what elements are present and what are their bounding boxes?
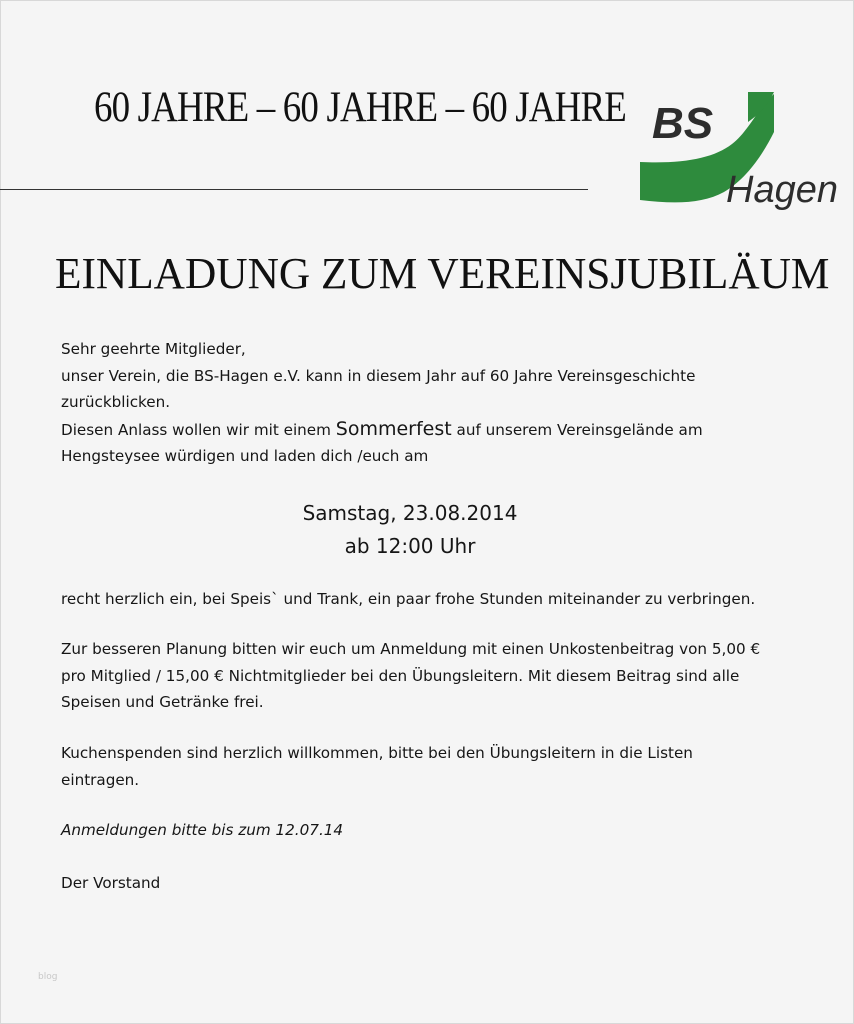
fee-line-1: Zur besseren Planung bitten wir euch um Anmeldung mit einen Unkostenbeitrag von 5,00 € [61, 640, 761, 658]
intro-line-1: unser Verein, die BS-Hagen e.V. kann in diesem Jahr auf 60 Jahre Vereinsgeschichte [61, 366, 696, 385]
occasion-line-2: Hengsteysee würdigen und laden dich /euch am [61, 447, 429, 465]
letter-opening [61, 336, 821, 470]
invite-line: recht herzlich ein, bei Speis` und Trank, ein paar frohe Stunden miteinander zu verbringen. [61, 590, 756, 608]
fee-line-3: Speisen und Getränke frei. [61, 693, 264, 711]
anniversary-banner: 60 JAHRE – 60 JAHRE – 60 JAHRE [94, 84, 627, 131]
deadline-line: Anmeldungen bitte bis zum 12.07.14 [61, 821, 344, 839]
intro-line-2: zurückblicken. [61, 393, 171, 411]
occasion-post: auf unserem Vereinsgelände am [451, 420, 703, 439]
svg-text:Hagen: Hagen [726, 169, 838, 211]
signature-paragraph [61, 870, 831, 897]
header-rule [0, 189, 588, 190]
event-time: ab 12:00 Uhr [344, 534, 476, 558]
event-details [0, 497, 820, 563]
cake-paragraph [61, 740, 831, 793]
signature: Der Vorstand [61, 874, 161, 892]
fee-line-2: pro Mitglied / 15,00 € Nichtmitglieder bei den Übungsleitern. Mit diesem Beitrag sind alle [61, 666, 740, 685]
invite-paragraph [61, 586, 831, 613]
cake-line-1: Kuchenspenden sind herzlich willkommen, bitte bei den Übungsleitern in die Listen [61, 744, 693, 762]
document-title: EINLADUNG ZUM VEREINSJUBILÄUM [55, 249, 830, 298]
svg-text:BS: BS [652, 99, 714, 148]
occasion-line-1 [61, 416, 821, 444]
cake-line-2: eintragen. [61, 770, 140, 789]
event-date: Samstag, 23.08.2014 [302, 501, 518, 525]
occasion-highlight: Sommerfest [335, 417, 452, 440]
greeting: Sehr geehrte Mitglieder, [61, 340, 246, 358]
logo-graphic [636, 82, 846, 214]
bs-hagen-logo [636, 82, 846, 214]
occasion-pre: Diesen Anlass wollen wir mit einem [61, 420, 336, 439]
watermark: blog [38, 972, 58, 982]
deadline-paragraph [61, 817, 831, 844]
fee-paragraph [61, 636, 831, 716]
